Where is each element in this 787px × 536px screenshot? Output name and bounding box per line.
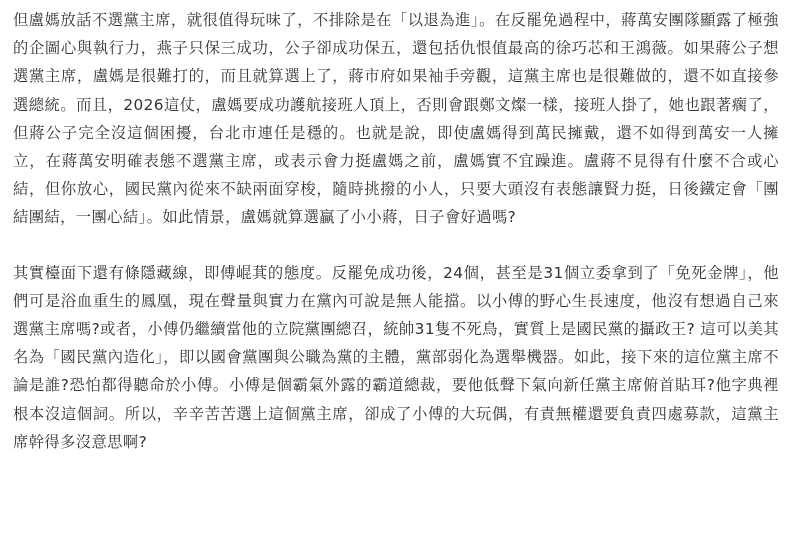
article-body (13, 6, 779, 456)
article-paragraph-1: 但盧媽放話不選黨主席，就很值得玩味了，不排除是在「以退為進」。在反罷免過程中，蔣萬安團隊顯露了極強的企圖心與執行力，燕子只保三成功，公子卻成功保五，還包括仇恨值最高的徐巧芯和王鴻薇。如果蔣公子想選黨主席，盧媽是很難打的，而且就算選上了，蔣市府如果袖手旁觀，這黨主席也是很難做的，還不如直接參選總統。而且，2026這仗，盧媽要成功護航接班人頂上，否則會跟鄭文燦一樣，接班人掛了，她也跟著瘸了，但蔣公子完全沒這個困擾，台北市連任是穩的。也就是說，即使盧媽得到萬民擁戴，還不如得到萬安一人擁立，在蔣萬安明確表態不選黨主席，或表示會力挺盧媽之前，盧媽實不宜躁進。盧蔣不見得有什麼不合或心結，但你放心，國民黨內從來不缺兩面穿梭，隨時挑撥的小人，只要大頭沒有表態讓賢力挺，日後鐵定會「團結團結，一團心結」。如此情景，盧媽就算選贏了小小蔣，日子會好過嗎? (13, 11, 779, 227)
article-paragraph-2: 其實檯面下還有條隱藏線，即傅崐萁的態度。反罷免成功後，24個，甚至是31個立委拿到了「免死金牌」，他們可是浴血重生的鳳凰，現在聲量與實力在黨內可說是無人能擋。以小傅的野心生長速度，他沒有想過自己來選黨主席嗎?或者，小傅仍繼續當他的立院黨團總召，統帥31隻不死鳥，實質上是國民黨的攝政王? 這可以美其名為「國民黨內造化」，即以國會黨團與公職為黨的主體，黨部弱化為選舉機器。如此，接下來的這位黨主席不論是誰?恐怕都得聽命於小傅。小傅是個霸氣外露的霸道總裁，要他低聲下氣向新任黨主席俯首貼耳?他字典裡根本沒這個詞。所以，辛辛苦苦選上這個黨主席，卻成了小傅的大玩偶，有責無權還要負責四處募款，這黨主席幹得多沒意思啊? (13, 263, 779, 451)
